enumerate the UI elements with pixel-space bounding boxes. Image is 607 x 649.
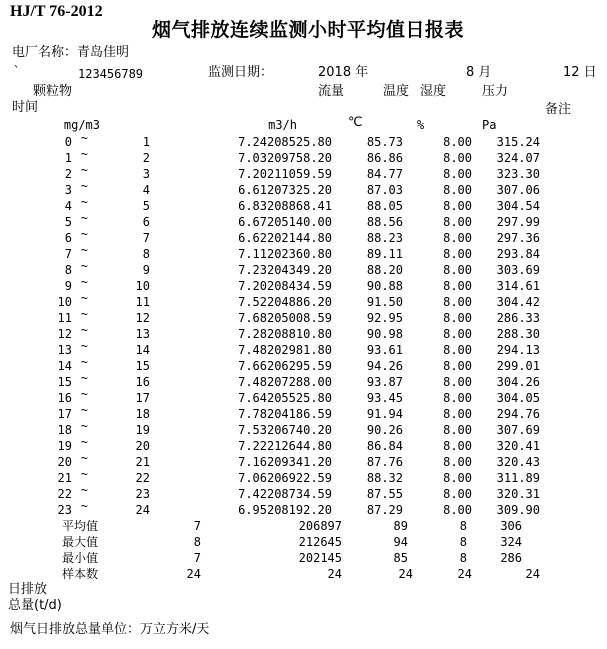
summary-row xyxy=(0,566,607,582)
summary-label: 样本数 xyxy=(61,567,98,581)
cell-humidity: 8.00 xyxy=(443,263,472,277)
cell-flow: 211059.59 xyxy=(266,167,332,181)
cell-pressure: 304.42 xyxy=(496,295,540,309)
tilde-mark: ~ xyxy=(80,451,88,465)
table-row xyxy=(0,419,607,438)
cell-particulate: 7.16 xyxy=(238,455,267,469)
cell-temperature: 86.84 xyxy=(366,439,403,453)
cell-flow: 24 xyxy=(327,567,342,581)
cell-hour-to: 7 xyxy=(142,231,150,245)
cell-pressure: 324 xyxy=(500,535,522,549)
cell-temperature: 87.55 xyxy=(366,487,403,501)
cell-humidity: 8.00 xyxy=(443,375,472,389)
cell-hour-from: 20 xyxy=(57,455,72,469)
cell-hour-to: 16 xyxy=(135,375,150,389)
table-row xyxy=(0,211,607,230)
col-header-time: 时间 xyxy=(12,100,39,115)
table-row xyxy=(0,435,607,454)
cell-humidity: 8.00 xyxy=(443,423,472,437)
cell-pressure: 297.99 xyxy=(496,215,540,229)
cell-hour-from: 18 xyxy=(57,423,72,437)
cell-pressure: 288.30 xyxy=(496,327,540,341)
cell-humidity: 8 xyxy=(459,519,467,533)
cell-hour-to: 22 xyxy=(135,471,150,485)
cell-humidity: 8.00 xyxy=(443,279,472,293)
cell-particulate: 7.22 xyxy=(238,439,267,453)
cell-pressure: 320.31 xyxy=(496,487,540,501)
cell-flow: 202360.80 xyxy=(266,247,332,261)
cell-hour-from: 19 xyxy=(57,439,72,453)
cell-hour-to: 12 xyxy=(135,311,150,325)
table-row xyxy=(0,467,607,486)
cell-humidity: 8.00 xyxy=(443,215,472,229)
unit-pressure: Pa xyxy=(482,118,497,132)
cell-hour-from: 5 xyxy=(64,215,72,229)
cell-hour-to: 13 xyxy=(135,327,150,341)
cell-humidity: 8.00 xyxy=(443,407,472,421)
cell-flow: 202145 xyxy=(298,551,342,565)
table-row xyxy=(0,483,607,502)
cell-pressure: 320.43 xyxy=(496,455,540,469)
cell-particulate: 7.03 xyxy=(238,151,267,165)
cell-temperature: 87.29 xyxy=(366,503,403,517)
daily-emission-label-line2: 总量(t/d) xyxy=(8,598,62,613)
cell-humidity: 8.00 xyxy=(443,359,472,373)
cell-humidity: 8.00 xyxy=(443,343,472,357)
col-header-flow: 流量 xyxy=(318,84,345,99)
cell-humidity: 24 xyxy=(457,567,472,581)
cell-pressure: 323.30 xyxy=(496,167,540,181)
tilde-mark: ~ xyxy=(80,243,88,257)
cell-humidity: 8.00 xyxy=(443,167,472,181)
summary-label: 平均值 xyxy=(61,519,98,533)
cell-particulate: 7.06 xyxy=(238,471,267,485)
cell-flow: 205008.59 xyxy=(266,311,332,325)
cell-pressure: 304.05 xyxy=(496,391,540,405)
cell-flow: 205525.80 xyxy=(266,391,332,405)
cell-flow: 206740.20 xyxy=(266,423,332,437)
date-year: 2018 年 xyxy=(318,65,369,80)
cell-flow: 207325.20 xyxy=(266,183,332,197)
cell-temperature: 90.98 xyxy=(366,327,403,341)
cell-temperature: 91.94 xyxy=(366,407,403,421)
cell-particulate: 6.95 xyxy=(238,503,267,517)
cell-pressure: 306 xyxy=(500,519,522,533)
cell-temperature: 93.45 xyxy=(366,391,403,405)
cell-pressure: 303.69 xyxy=(496,263,540,277)
cell-hour-from: 23 xyxy=(57,503,72,517)
cell-flow: 204349.20 xyxy=(266,263,332,277)
cell-hour-from: 16 xyxy=(57,391,72,405)
cell-hour-from: 9 xyxy=(64,279,72,293)
tilde-mark: ~ xyxy=(80,259,88,273)
cell-particulate: 7.24 xyxy=(238,135,267,149)
cell-hour-to: 9 xyxy=(142,263,150,277)
cell-hour-to: 21 xyxy=(135,455,150,469)
table-row xyxy=(0,163,607,182)
cell-pressure: 304.26 xyxy=(496,375,540,389)
tilde-mark: ~ xyxy=(80,163,88,177)
cell-hour-from: 12 xyxy=(57,327,72,341)
cell-humidity: 8.00 xyxy=(443,199,472,213)
cell-hour-to: 3 xyxy=(142,167,150,181)
cell-flow: 208192.20 xyxy=(266,503,332,517)
cell-pressure: 24 xyxy=(525,567,540,581)
cell-temperature: 94.26 xyxy=(366,359,403,373)
cell-particulate: 7.48 xyxy=(238,375,267,389)
table-row xyxy=(0,243,607,262)
cell-hour-to: 17 xyxy=(135,391,150,405)
cell-hour-to: 14 xyxy=(135,343,150,357)
cell-pressure: 299.01 xyxy=(496,359,540,373)
cell-particulate: 7.20 xyxy=(238,279,267,293)
cell-hour-from: 13 xyxy=(57,343,72,357)
cell-flow: 208868.41 xyxy=(266,199,332,213)
cell-pressure: 307.06 xyxy=(496,183,540,197)
cell-temperature: 87.03 xyxy=(366,183,403,197)
cell-humidity: 8.00 xyxy=(443,231,472,245)
cell-particulate: 7.53 xyxy=(238,423,267,437)
date-day: 12 日 xyxy=(563,65,597,80)
cell-hour-from: 14 xyxy=(57,359,72,373)
cell-particulate: 7.20 xyxy=(238,167,267,181)
cell-temperature: 92.95 xyxy=(366,311,403,325)
cell-particulate: 7.28 xyxy=(238,327,267,341)
cell-temperature: 94 xyxy=(393,535,408,549)
cell-hour-from: 2 xyxy=(64,167,72,181)
table-row xyxy=(0,371,607,390)
cell-hour-to: 20 xyxy=(135,439,150,453)
cell-temperature: 89 xyxy=(393,519,408,533)
cell-hour-to: 19 xyxy=(135,423,150,437)
cell-pressure: 286 xyxy=(500,551,522,565)
tilde-mark: ~ xyxy=(80,467,88,481)
cell-hour-from: 10 xyxy=(57,295,72,309)
cell-particulate: 6.61 xyxy=(238,183,267,197)
cell-flow: 202981.80 xyxy=(266,343,332,357)
cell-hour-from: 3 xyxy=(64,183,72,197)
cell-humidity: 8.00 xyxy=(443,327,472,341)
cell-hour-from: 15 xyxy=(57,375,72,389)
cell-pressure: 324.07 xyxy=(496,151,540,165)
page-title: 烟气排放连续监测小时平均值日报表 xyxy=(152,19,465,41)
tilde-mark: ~ xyxy=(80,307,88,321)
cell-particulate: 7.78 xyxy=(238,407,267,421)
cell-flow: 207288.00 xyxy=(266,375,332,389)
tilde-mark: ~ xyxy=(80,371,88,385)
cell-pressure: 320.41 xyxy=(496,439,540,453)
cell-temperature: 93.61 xyxy=(366,343,403,357)
summary-row xyxy=(0,518,607,534)
tilde-mark: ~ xyxy=(80,227,88,241)
cell-hour-from: 6 xyxy=(64,231,72,245)
tilde-mark: ~ xyxy=(80,275,88,289)
cell-hour-to: 8 xyxy=(142,247,150,261)
table-row xyxy=(0,403,607,422)
cell-hour-to: 11 xyxy=(135,295,150,309)
plant-name-value: 青岛佳明 xyxy=(77,45,130,60)
cell-temperature: 85 xyxy=(393,551,408,565)
table-row xyxy=(0,323,607,342)
summary-row xyxy=(0,534,607,550)
cell-particulate: 7.11 xyxy=(238,247,267,261)
cell-temperature: 88.23 xyxy=(366,231,403,245)
cell-flow: 209341.20 xyxy=(266,455,332,469)
cell-temperature: 90.26 xyxy=(366,423,403,437)
cell-temperature: 87.76 xyxy=(366,455,403,469)
cell-pressure: 286.33 xyxy=(496,311,540,325)
cell-hour-from: 4 xyxy=(64,199,72,213)
tilde-mark: ~ xyxy=(80,179,88,193)
cell-humidity: 8.00 xyxy=(443,391,472,405)
cell-temperature: 86.86 xyxy=(366,151,403,165)
tilde-mark: ~ xyxy=(80,195,88,209)
cell-hour-from: 1 xyxy=(64,151,72,165)
cell-humidity: 8 xyxy=(459,535,467,549)
cell-humidity: 8.00 xyxy=(443,135,472,149)
tilde-mark: ~ xyxy=(80,323,88,337)
tilde-mark: ~ xyxy=(80,483,88,497)
cell-hour-from: 0 xyxy=(64,135,72,149)
cell-pressure: 307.69 xyxy=(496,423,540,437)
cell-flow: 208525.80 xyxy=(266,135,332,149)
cell-pressure: 293.84 xyxy=(496,247,540,261)
plant-code: 123456789 xyxy=(78,67,144,81)
cell-particulate: 7.68 xyxy=(238,311,267,325)
cell-hour-to: 2 xyxy=(142,151,150,165)
cell-humidity: 8.00 xyxy=(443,503,472,517)
footer-note: 烟气日排放总量单位：万立方米/天 xyxy=(10,622,210,637)
cell-flow: 212644.80 xyxy=(266,439,332,453)
cell-humidity: 8.00 xyxy=(443,183,472,197)
table-row xyxy=(0,339,607,358)
cell-flow: 206897 xyxy=(298,519,342,533)
cell-particulate: 7.48 xyxy=(238,343,267,357)
standard-number: HJ/T 76-2012 xyxy=(10,3,103,20)
cell-temperature: 88.32 xyxy=(366,471,403,485)
cell-humidity: 8.00 xyxy=(443,439,472,453)
cell-pressure: 309.90 xyxy=(496,503,540,517)
unit-flow: m3/h xyxy=(268,118,297,132)
cell-particulate: 7 xyxy=(193,551,201,565)
cell-particulate: 24 xyxy=(186,567,201,581)
cell-flow: 208434.59 xyxy=(266,279,332,293)
cell-flow: 206295.59 xyxy=(266,359,332,373)
cell-hour-to: 24 xyxy=(135,503,150,517)
tilde-mark: ~ xyxy=(80,339,88,353)
tilde-mark: ~ xyxy=(80,435,88,449)
tick-mark: ` xyxy=(13,64,21,78)
col-header-particulate: 颗粒物 xyxy=(33,84,73,99)
cell-hour-to: 23 xyxy=(135,487,150,501)
cell-humidity: 8.00 xyxy=(443,487,472,501)
daily-emission-label-line1: 日排放 xyxy=(8,582,48,597)
table-row xyxy=(0,307,607,326)
monitor-date-label: 监测日期： xyxy=(208,65,274,80)
cell-particulate: 7.64 xyxy=(238,391,267,405)
col-header-temperature: 温度 xyxy=(383,84,410,99)
cell-pressure: 311.89 xyxy=(496,471,540,485)
tilde-mark: ~ xyxy=(80,131,88,145)
cell-particulate: 6.83 xyxy=(238,199,267,213)
cell-hour-from: 8 xyxy=(64,263,72,277)
tilde-mark: ~ xyxy=(80,355,88,369)
cell-hour-from: 7 xyxy=(64,247,72,261)
cell-hour-to: 1 xyxy=(142,135,150,149)
unit-temperature: ℃ xyxy=(348,115,363,130)
cell-hour-from: 22 xyxy=(57,487,72,501)
tilde-mark: ~ xyxy=(80,291,88,305)
cell-flow: 208810.80 xyxy=(266,327,332,341)
summary-row xyxy=(0,550,607,566)
col-header-humidity: 湿度 xyxy=(420,84,447,99)
cell-pressure: 297.36 xyxy=(496,231,540,245)
cell-humidity: 8.00 xyxy=(443,295,472,309)
cell-temperature: 84.77 xyxy=(366,167,403,181)
cell-flow: 204886.20 xyxy=(266,295,332,309)
cell-particulate: 7 xyxy=(193,519,201,533)
cell-flow: 208734.59 xyxy=(266,487,332,501)
cell-flow: 206922.59 xyxy=(266,471,332,485)
tilde-mark: ~ xyxy=(80,147,88,161)
cell-temperature: 88.20 xyxy=(366,263,403,277)
unit-humidity: % xyxy=(417,118,425,132)
cell-hour-to: 15 xyxy=(135,359,150,373)
cell-temperature: 90.88 xyxy=(366,279,403,293)
cell-particulate: 6.62 xyxy=(238,231,267,245)
table-row xyxy=(0,387,607,406)
cell-temperature: 91.50 xyxy=(366,295,403,309)
col-header-pressure: 压力 xyxy=(482,84,509,99)
col-header-remark: 备注 xyxy=(545,102,572,117)
unit-particulate: mg/m3 xyxy=(63,118,100,132)
table-row xyxy=(0,131,607,150)
cell-temperature: 89.11 xyxy=(366,247,403,261)
table-row xyxy=(0,259,607,278)
cell-particulate: 7.52 xyxy=(238,295,267,309)
cell-humidity: 8 xyxy=(459,551,467,565)
cell-flow: 205140.00 xyxy=(266,215,332,229)
table-row xyxy=(0,195,607,214)
cell-pressure: 294.76 xyxy=(496,407,540,421)
cell-flow: 202144.80 xyxy=(266,231,332,245)
tilde-mark: ~ xyxy=(80,387,88,401)
cell-particulate: 6.67 xyxy=(238,215,267,229)
cell-hour-to: 18 xyxy=(135,407,150,421)
cell-flow: 204186.59 xyxy=(266,407,332,421)
table-row xyxy=(0,451,607,470)
tilde-mark: ~ xyxy=(80,419,88,433)
tilde-mark: ~ xyxy=(80,403,88,417)
cell-temperature: 85.73 xyxy=(366,135,403,149)
cell-hour-to: 6 xyxy=(142,215,150,229)
summary-label: 最小值 xyxy=(61,551,98,565)
table-row xyxy=(0,499,607,518)
cell-pressure: 315.24 xyxy=(496,135,540,149)
tilde-mark: ~ xyxy=(80,499,88,513)
cell-hour-from: 21 xyxy=(57,471,72,485)
cell-hour-from: 17 xyxy=(57,407,72,421)
cell-flow: 212645 xyxy=(298,535,342,549)
table-row xyxy=(0,291,607,310)
summary-label: 最大值 xyxy=(61,535,98,549)
table-row xyxy=(0,227,607,246)
table-row xyxy=(0,355,607,374)
cell-humidity: 8.00 xyxy=(443,247,472,261)
cell-temperature: 93.87 xyxy=(366,375,403,389)
cell-flow: 209758.20 xyxy=(266,151,332,165)
cell-temperature: 24 xyxy=(398,567,413,581)
cell-pressure: 304.54 xyxy=(496,199,540,213)
table-row xyxy=(0,179,607,198)
date-month: 8 月 xyxy=(466,65,492,80)
plant-name-label: 电厂名称： xyxy=(12,45,78,60)
cell-temperature: 88.56 xyxy=(366,215,403,229)
cell-hour-to: 10 xyxy=(135,279,150,293)
cell-particulate: 7.23 xyxy=(238,263,267,277)
cell-pressure: 294.13 xyxy=(496,343,540,357)
cell-humidity: 8.00 xyxy=(443,151,472,165)
cell-particulate: 8 xyxy=(193,535,201,549)
cell-particulate: 7.66 xyxy=(238,359,267,373)
cell-particulate: 7.42 xyxy=(238,487,267,501)
table-row xyxy=(0,147,607,166)
cell-hour-from: 11 xyxy=(57,311,72,325)
cell-humidity: 8.00 xyxy=(443,455,472,469)
cell-hour-to: 4 xyxy=(142,183,150,197)
cell-humidity: 8.00 xyxy=(443,311,472,325)
table-row xyxy=(0,275,607,294)
cell-pressure: 314.61 xyxy=(496,279,540,293)
cell-humidity: 8.00 xyxy=(443,471,472,485)
cell-temperature: 88.05 xyxy=(366,199,403,213)
tilde-mark: ~ xyxy=(80,211,88,225)
cell-hour-to: 5 xyxy=(142,199,150,213)
